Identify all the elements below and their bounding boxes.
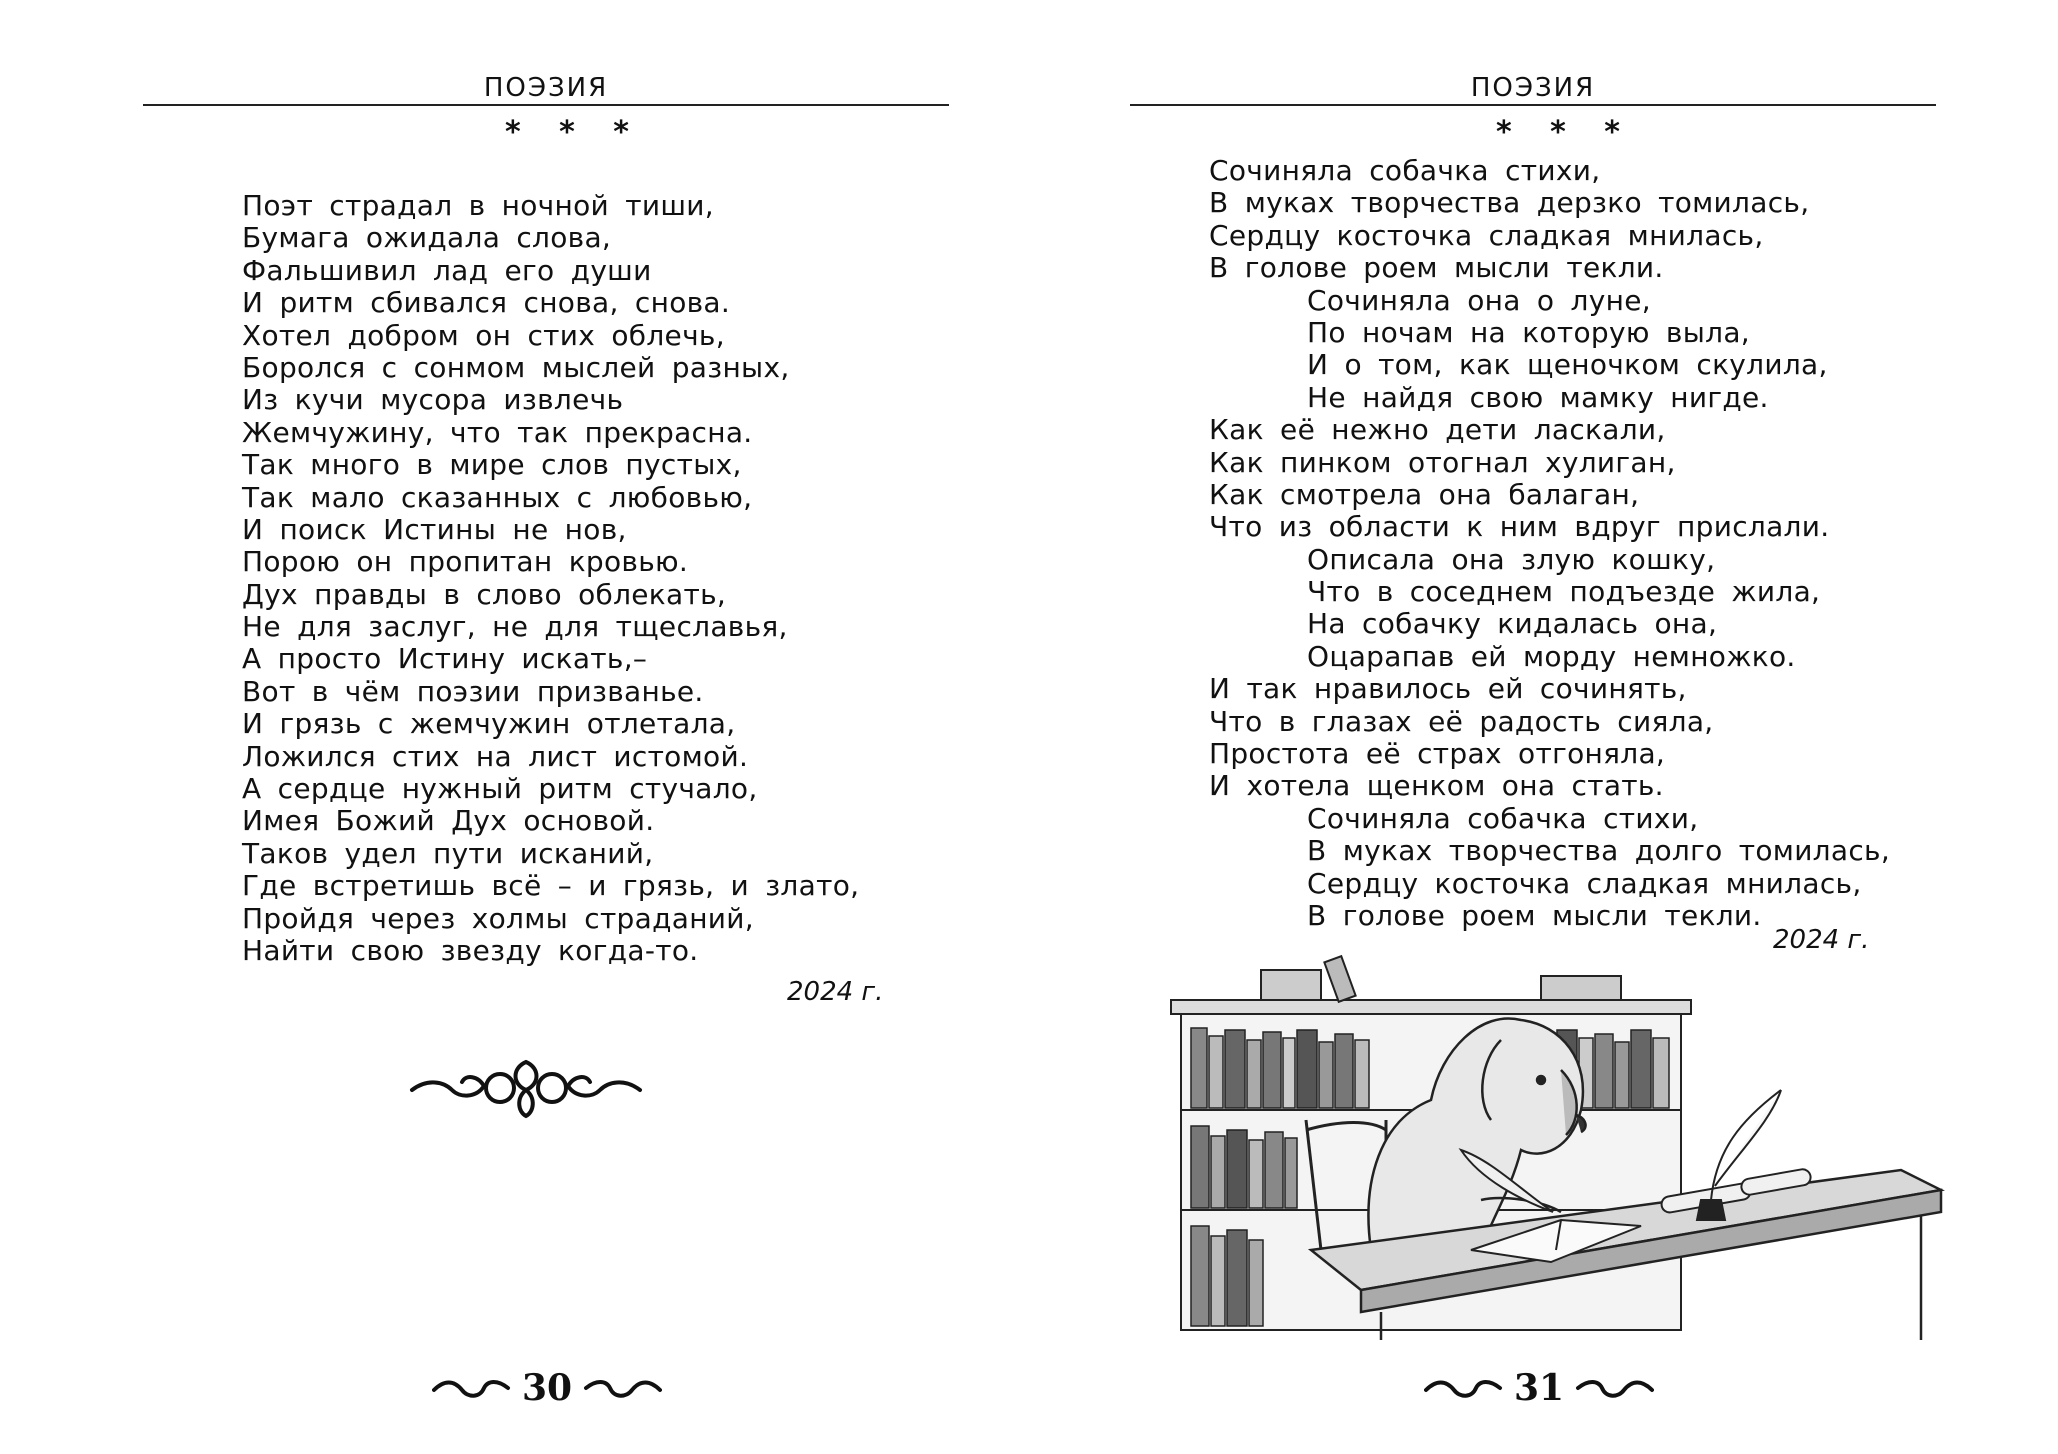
poem-line: В голове роем мысли текли. [1209, 251, 1664, 285]
poem-line: Как пинком отогнал хулиган, [1209, 445, 1676, 479]
poem-line: Поэт страдал в ночной тиши, [242, 189, 714, 222]
poem-line: Простота её страх отгоняла, [1209, 737, 1666, 771]
poem-line: Бумага ожидала слова, [242, 221, 612, 255]
poem-line: Сочиняла собачка стихи, [1307, 801, 1699, 835]
poem-line: И хотела щенком она стать. [1209, 769, 1664, 803]
poem-line: Сердцу косточка сладкая мнилась, [1209, 218, 1764, 252]
poem-line: Что в соседнем подъезде жила, [1307, 575, 1821, 609]
section-stars: * * * [505, 115, 643, 150]
poem-line: В муках творчества долго томилась, [1307, 834, 1891, 868]
poem-line: Сочиняла она о луне, [1307, 283, 1651, 317]
poem-line: Так много в мире слов пустых, [242, 448, 742, 482]
page-number: 30 [521, 1367, 573, 1409]
poem-line: Жемчужину, что так прекрасна. [242, 415, 753, 449]
dog-writing-illustration [1141, 950, 1971, 1340]
poem-line: Что в глазах её радость сияла, [1209, 704, 1714, 738]
header-rule [1130, 104, 1936, 106]
poem-line: Что из области к ним вдруг прислали. [1209, 510, 1830, 544]
poem-line: В голове роем мысли текли. [1307, 898, 1762, 932]
poem-line: Сочиняла собачка стихи, [1209, 154, 1601, 187]
section-stars: * * * [1496, 115, 1634, 150]
page-number: 31 [1513, 1367, 1565, 1409]
poem-line: Имея Божий Дух основой. [242, 804, 655, 838]
poem-line: На собачку кидалась она, [1307, 607, 1718, 641]
poem-line: Дух правды в слово облекать, [242, 577, 727, 611]
poem-line: Описала она злую кошку, [1307, 542, 1716, 576]
poem-line: Так мало сказанных с любовью, [242, 480, 753, 514]
poem-right [1209, 155, 1890, 932]
poem-line: Ложился стих на лист истомой. [242, 739, 749, 773]
poem-line: И о том, как щеночком скулила, [1307, 348, 1828, 382]
poem-line: Не для заслуг, не для тщеславья, [242, 610, 788, 644]
swirl-right-icon [582, 1376, 662, 1400]
running-header: ПОЭЗИЯ [483, 73, 609, 103]
poem-line: Как смотрела она балаган, [1209, 477, 1640, 511]
poem-line: И так нравилось ей сочинять, [1209, 672, 1687, 706]
page-number-block [432, 1364, 662, 1414]
poem-line: Вот в чём поэзии призванье. [242, 674, 704, 708]
poem-line: И грязь с жемчужин отлетала, [242, 707, 736, 741]
poem-line: Оцарапав ей морду немножко. [1307, 639, 1796, 673]
poem-line: Фальшивил лад его души [242, 253, 652, 287]
poem-line: Порою он пропитан кровью. [242, 545, 689, 579]
header-rule [143, 104, 949, 106]
poem-line: Пройдя через холмы страданий, [242, 901, 755, 935]
flourish-ornament-icon [408, 1056, 644, 1120]
poem-line: Как её нежно дети ласкали, [1209, 413, 1666, 447]
poem-line: Сердцу косточка сладкая мнилась, [1307, 866, 1862, 900]
poem-left [242, 190, 859, 967]
poem-line: В муках творчества дерзко томилась, [1209, 186, 1810, 220]
poem-date: 2024 г. [787, 977, 884, 1007]
poem-line: По ночам на которую выла, [1307, 315, 1750, 349]
poem-line: Таков удел пути исканий, [242, 836, 654, 870]
poem-line: Боролся с сонмом мыслей разных, [242, 350, 790, 384]
swirl-left-icon [432, 1376, 512, 1400]
poem-line: А просто Истину искать,– [242, 642, 648, 676]
poem-line: И ритм сбивался снова, снова. [242, 286, 731, 320]
poem-line: Где встретишь всё – и грязь, и злато, [242, 869, 860, 903]
poem-line: И поиск Истины не нов, [242, 512, 627, 546]
swirl-left-icon [1424, 1376, 1504, 1400]
poem-line: Не найдя свою мамку нигде. [1307, 380, 1769, 414]
right-page [1029, 0, 2058, 1454]
poem-line: А сердце нужный ритм стучало, [242, 772, 758, 806]
running-header: ПОЭЗИЯ [1470, 73, 1596, 103]
poem-line: Найти свою звезду когда-то. [242, 933, 699, 967]
poem-date: 2024 г. [1773, 925, 1870, 955]
poem-line: Из кучи мусора извлечь [242, 383, 624, 417]
swirl-right-icon [1574, 1376, 1654, 1400]
page-number-block [1424, 1364, 1654, 1414]
poem-line: Хотел добром он стих облечь, [242, 318, 725, 352]
